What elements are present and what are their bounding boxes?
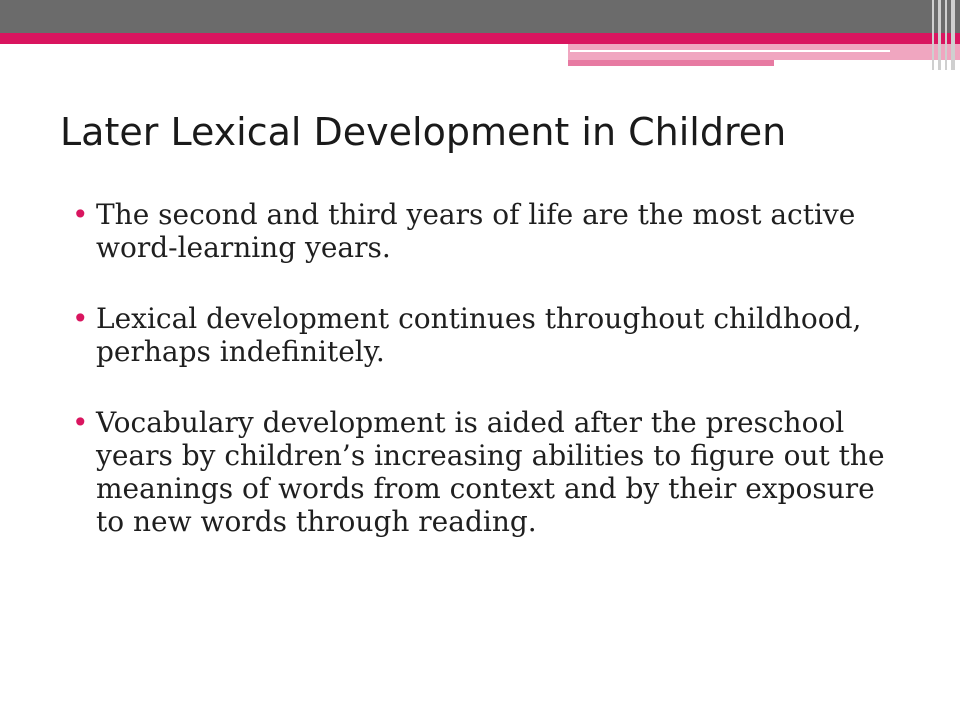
bullet-list [72, 198, 902, 576]
edge-line [938, 0, 941, 70]
top-banner-white-line [570, 50, 890, 52]
right-edge-decoration [930, 0, 960, 70]
bullet-icon: • [72, 302, 89, 335]
top-banner-pink-accent [568, 60, 774, 66]
top-banner-light-pink-block [568, 44, 960, 60]
top-banner-pink-stripe [0, 33, 960, 44]
bullet-item [72, 198, 902, 264]
bullet-icon: • [72, 198, 89, 231]
edge-line [945, 0, 947, 70]
bullet-text: Lexical development continues throughout childhood, perhaps indefinitely. [96, 302, 862, 368]
top-banner-gray [0, 0, 960, 33]
bullet-item [72, 406, 902, 538]
edge-line [932, 0, 934, 70]
bullet-text: The second and third years of life are the most active word-learning years. [96, 198, 856, 264]
slide-title: Later Lexical Development in Children [60, 110, 787, 154]
bullet-icon: • [72, 406, 89, 439]
bullet-item [72, 302, 902, 368]
bullet-text: Vocabulary development is aided after the preschool years by children’s increasing abilities to figure out the meanings of words from context and by their exposure to new words through reading. [96, 406, 885, 538]
edge-line [951, 0, 955, 70]
